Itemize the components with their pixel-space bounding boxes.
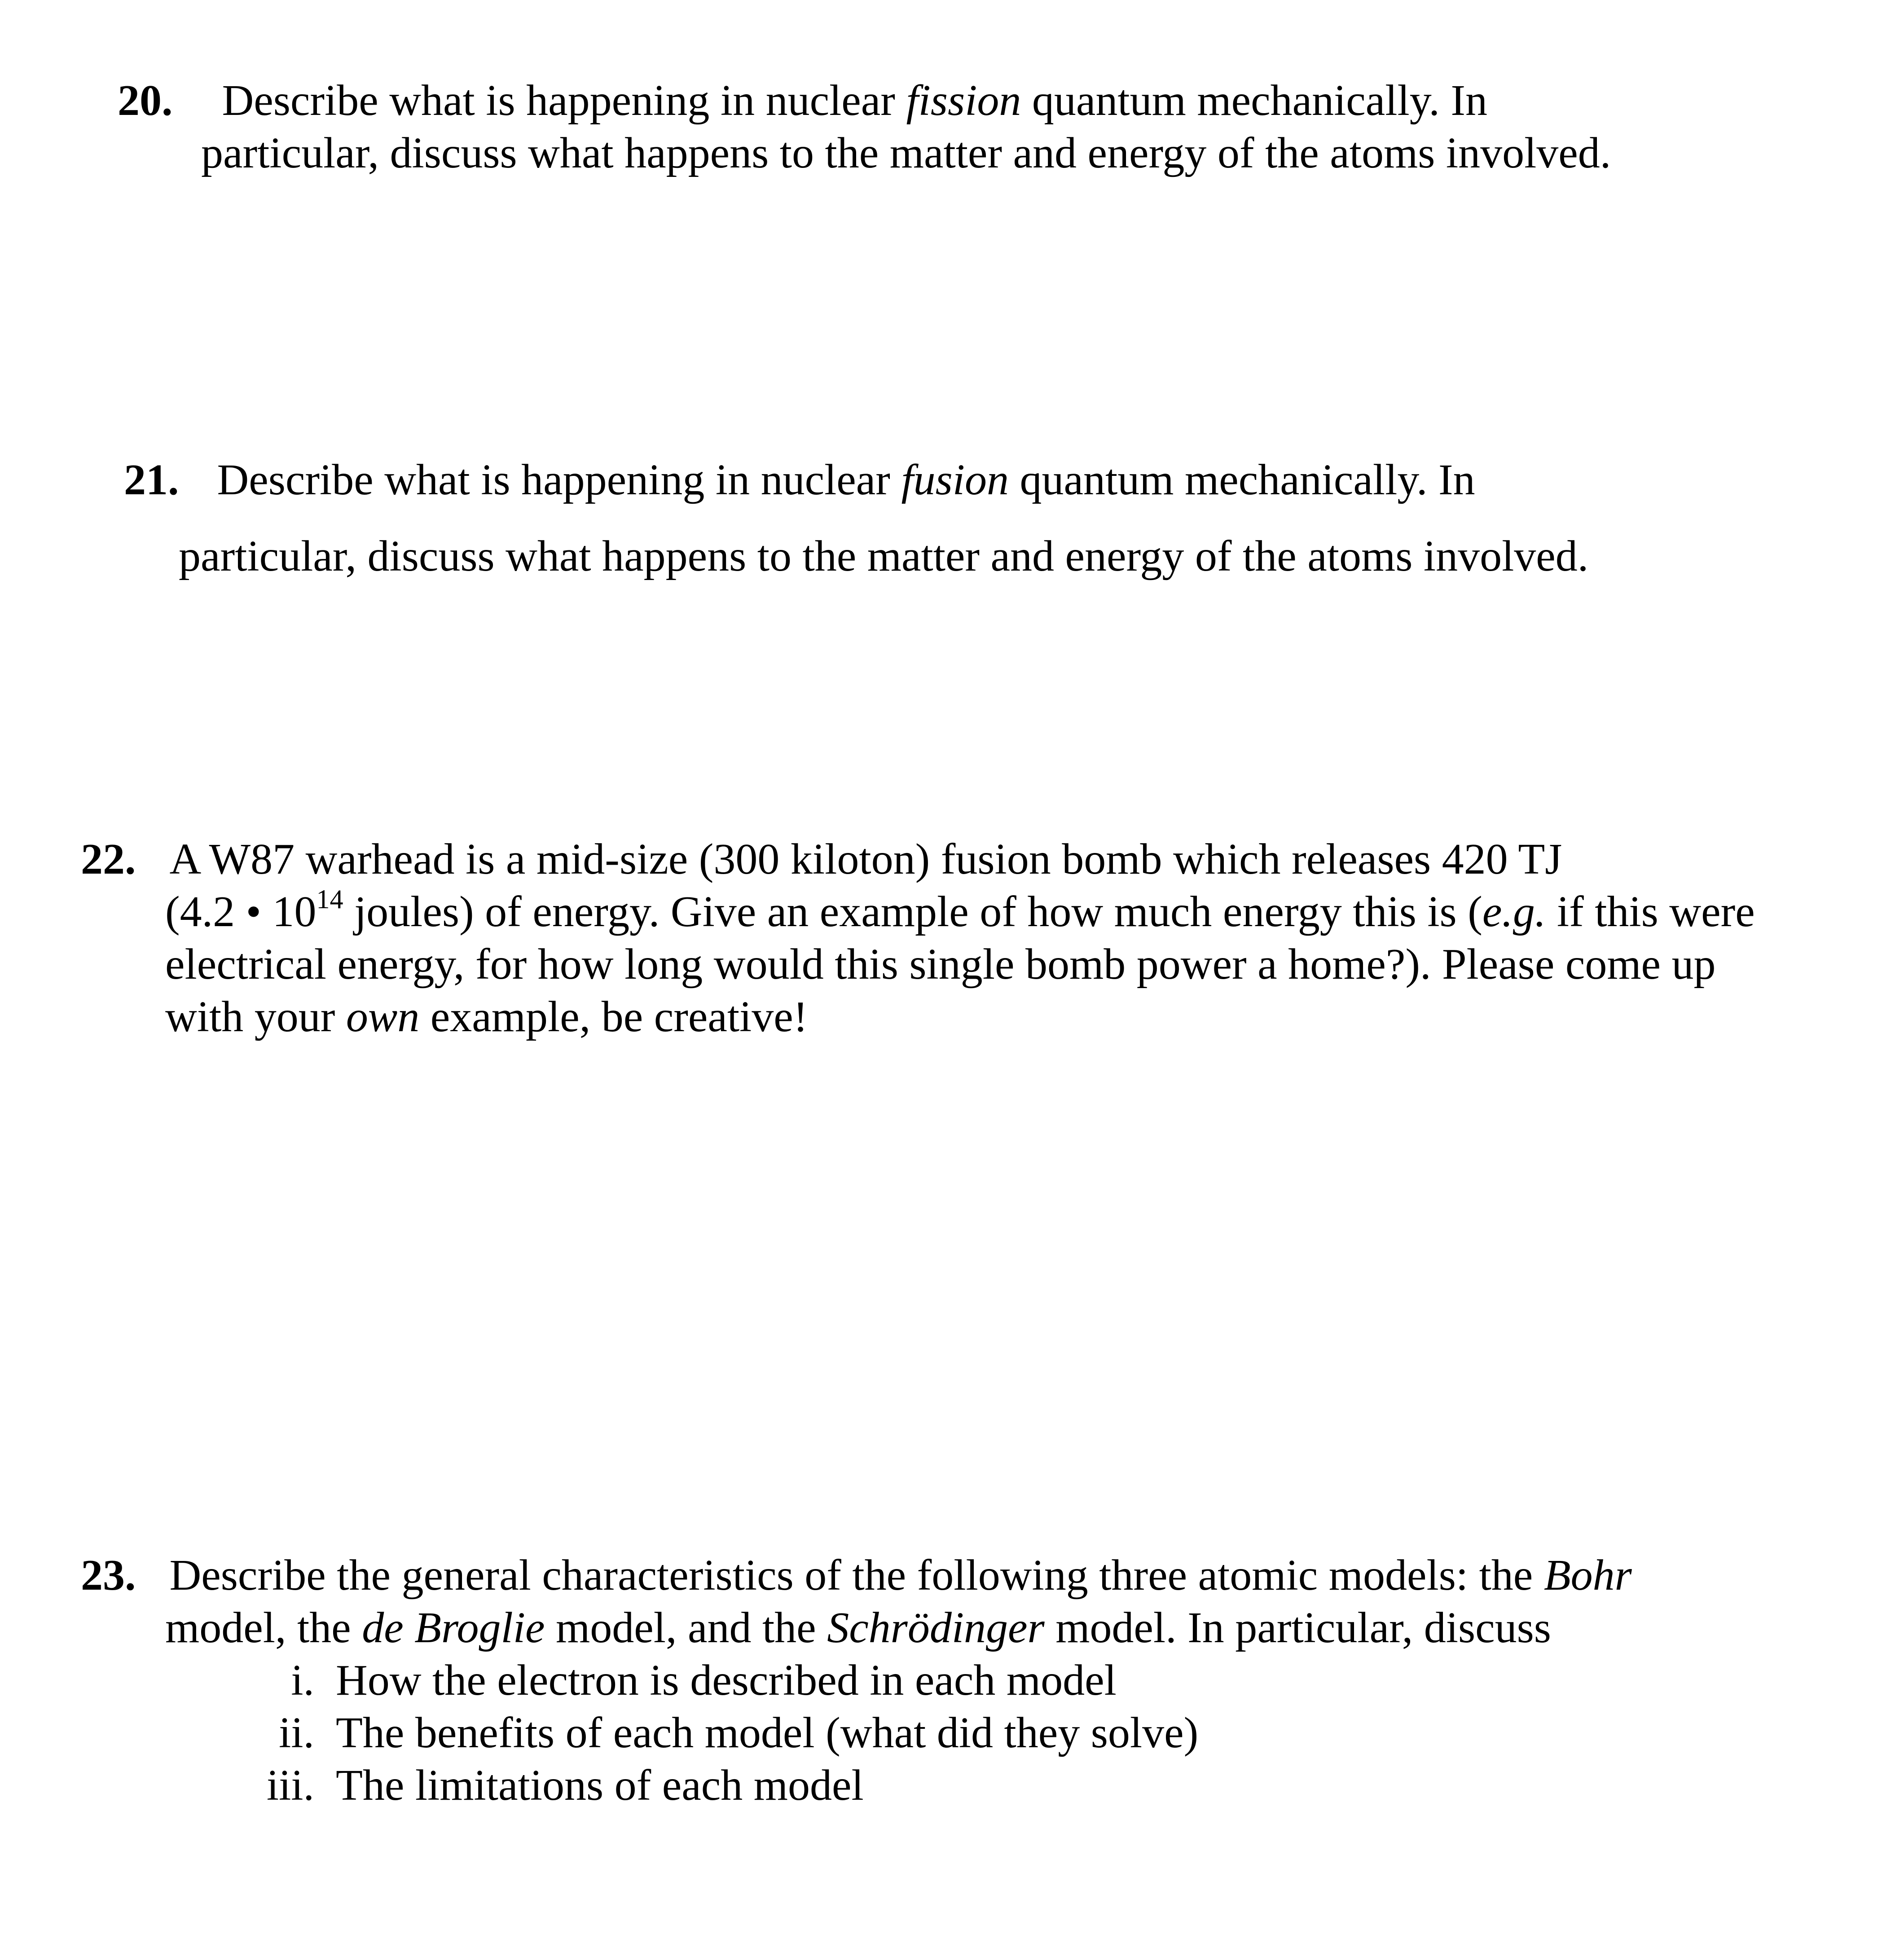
question-23-number: 23. (81, 1551, 136, 1600)
question-21-text-b: quantum mechanically. In (1009, 456, 1475, 504)
question-21-text-a: Describe what is happening in nuclear (217, 456, 901, 504)
question-23-emphasis-debroglie: de Broglie (362, 1604, 545, 1652)
question-22-line-2 (165, 885, 1755, 938)
question-22-line-3: electrical energy, for how long would this single bomb power a home?). Please come up (165, 940, 1716, 989)
question-23-item-1 (224, 1654, 1117, 1707)
question-23-item-2 (224, 1706, 1198, 1759)
question-21-emphasis: fusion (901, 456, 1009, 504)
question-22-text-c: joules) of energy. Give an example of how much energy this is ( (343, 888, 1482, 936)
question-23-item-1-text: How the electron is described in each model (336, 1656, 1117, 1705)
question-21-line-2: particular, discuss what happens to the matter and energy of the atoms involved. (179, 532, 1589, 580)
question-22-line-4 (165, 990, 808, 1043)
question-23-item-2-text: The benefits of each model (what did they solve) (336, 1709, 1199, 1757)
question-20-number: 20. (118, 76, 173, 125)
question-23-text-a: Describe the general characteristics of the following three atomic models: the (169, 1551, 1544, 1600)
question-20-line-1 (118, 74, 1487, 127)
question-23-item-3 (224, 1759, 864, 1812)
question-23-text-d: model. In particular, discuss (1044, 1604, 1551, 1652)
question-23-text-b: model, the (165, 1604, 362, 1652)
question-23-emphasis-bohr: Bohr (1543, 1551, 1632, 1600)
question-23-item-3-marker: iii. (266, 1761, 314, 1810)
question-23-emphasis-schrodinger: Schrödinger (827, 1604, 1045, 1652)
question-22-number: 22. (81, 835, 136, 883)
question-20-line-2: particular, discuss what happens to the matter and energy of the atoms involved. (201, 129, 1611, 177)
question-20-text-b: quantum mechanically. In (1021, 76, 1488, 125)
question-22-text-e: with your (165, 993, 346, 1041)
question-21-number: 21. (124, 456, 179, 504)
question-22-line-1 (81, 833, 1562, 886)
question-23-line-1 (81, 1549, 1632, 1602)
question-22-emphasis-eg: e.g. (1482, 888, 1546, 936)
question-23-line-2 (165, 1601, 1551, 1654)
question-22-text-f: example, be creative! (419, 993, 808, 1041)
question-23-item-1-marker: i. (291, 1656, 314, 1705)
question-20-emphasis: fission (906, 76, 1021, 125)
question-22-emphasis-own: own (346, 993, 420, 1041)
question-21-line-1 (124, 453, 1475, 506)
question-22-text-a: A W87 warhead is a mid-size (300 kiloton) fusion bomb which releases 420 TJ (169, 835, 1562, 883)
question-22-exponent: 14 (316, 884, 343, 914)
question-23-item-2-marker: ii. (279, 1709, 314, 1757)
question-22-text-d: if this were (1546, 888, 1755, 936)
question-23-text-c: model, and the (545, 1604, 827, 1652)
question-22-text-b: (4.2 • 10 (165, 888, 317, 936)
question-23-item-3-text: The limitations of each model (336, 1761, 864, 1810)
question-20-text-a: Describe what is happening in nuclear (222, 76, 906, 125)
